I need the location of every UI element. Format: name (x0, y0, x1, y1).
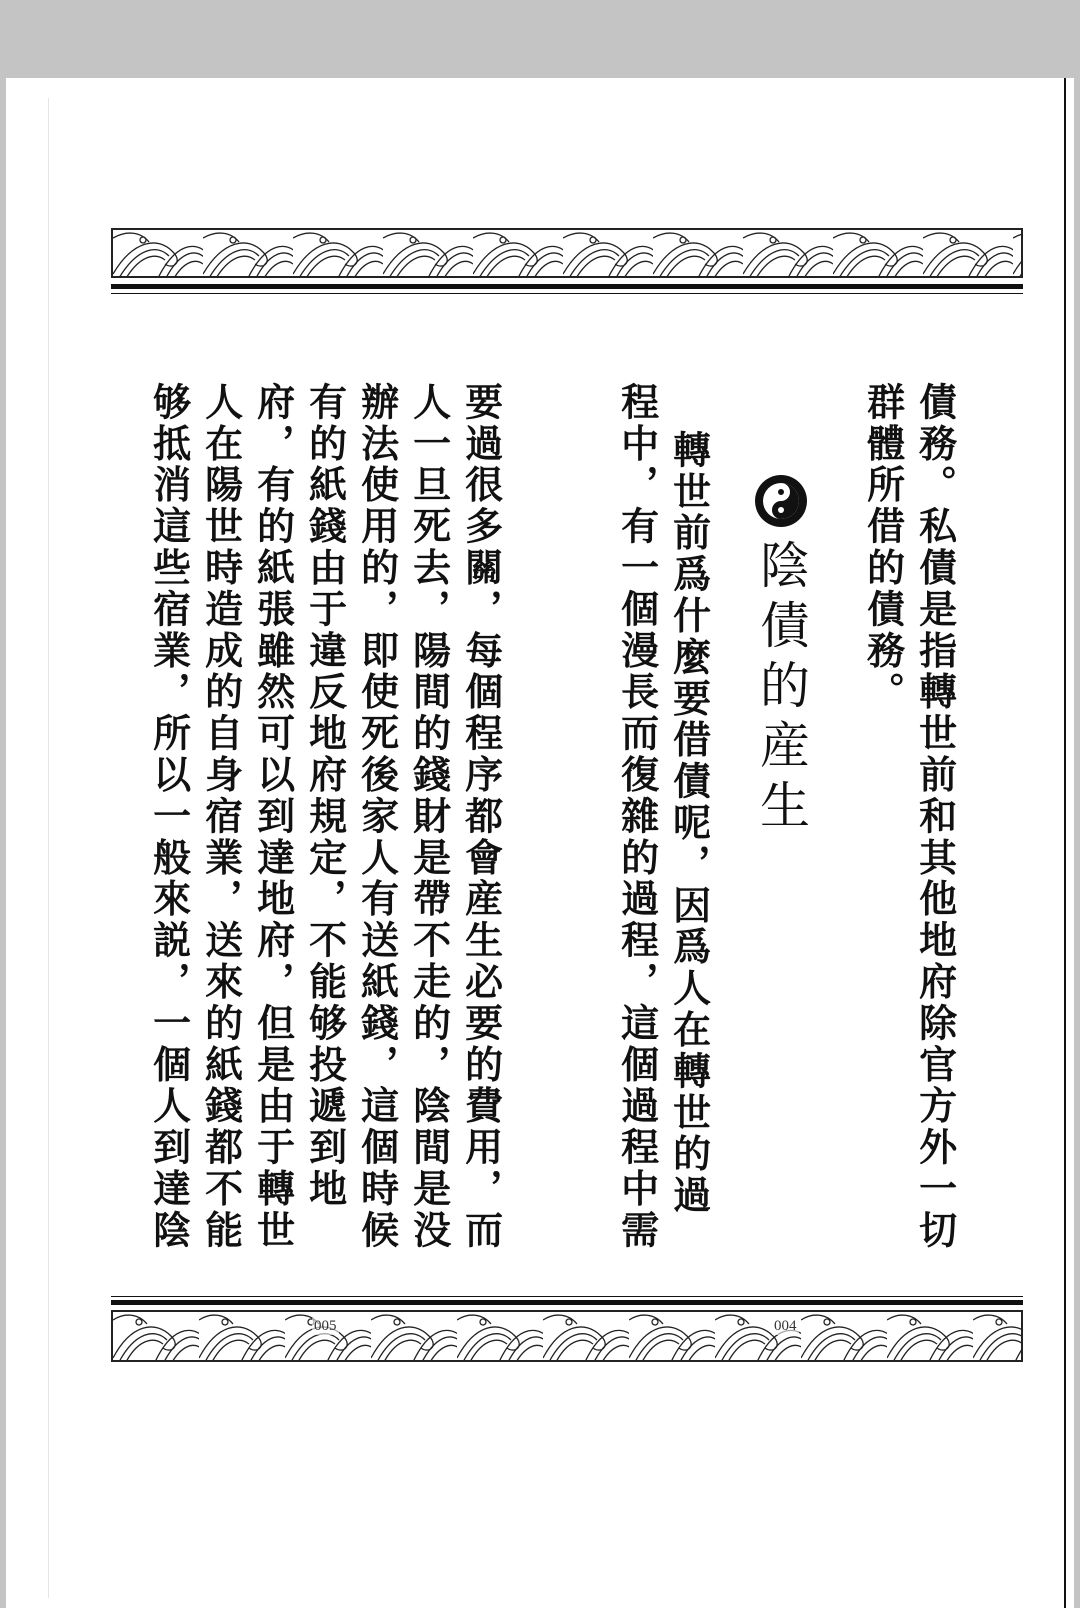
top-thin-rule (111, 293, 1023, 294)
text-column-7: 辦法使用的，即使死後家人有送紙錢，這個時候 (354, 382, 400, 1252)
gutter-line (48, 98, 49, 1598)
text-column-6: 人一旦死去，陽間的錢財是帶不走的，陰間是没 (406, 382, 452, 1252)
wave-pattern-top (113, 230, 1023, 278)
text-column-11: 够抵消這些宿業，所以一般來説，一個人到達陰 (146, 382, 192, 1252)
text-column-8: 有的紙錢由于違反地府規定，不能够投遞到地 (302, 382, 348, 1210)
top-wave-border (111, 228, 1023, 278)
text-column-9: 府，有的紙張雖然可以到達地府，但是由于轉世 (250, 382, 296, 1252)
text-column-3: 轉世前爲什麼要借債呢，因爲人在轉世的過 (666, 430, 712, 1217)
text-column-1: 債務。私債是指轉世前和其他地府除官方外一切 (912, 382, 958, 1252)
text-column-4: 程中，有一個漫長而復雜的過程，這個過程中需 (614, 382, 660, 1252)
bottom-thin-rule (111, 1296, 1023, 1297)
page-number-left: 005 (314, 1318, 337, 1334)
section-title: 陰債的産生 (752, 539, 810, 839)
wave-pattern-bottom (113, 1312, 1023, 1362)
bottom-wave-border (111, 1310, 1023, 1362)
yin-yang-icon (755, 475, 807, 527)
page-number-right: 004 (774, 1318, 797, 1334)
text-column-10: 人在陽世時造成的自身宿業，送來的紙錢都不能 (198, 382, 244, 1252)
text-column-5: 要過很多關，每個程序都會産生必要的費用，而 (458, 382, 504, 1252)
text-column-2: 群體所借的債務。 (860, 382, 906, 714)
section-heading (752, 475, 810, 839)
page-edge (1064, 78, 1066, 1608)
bottom-thick-rule (111, 1300, 1023, 1305)
top-thick-rule (111, 284, 1023, 289)
